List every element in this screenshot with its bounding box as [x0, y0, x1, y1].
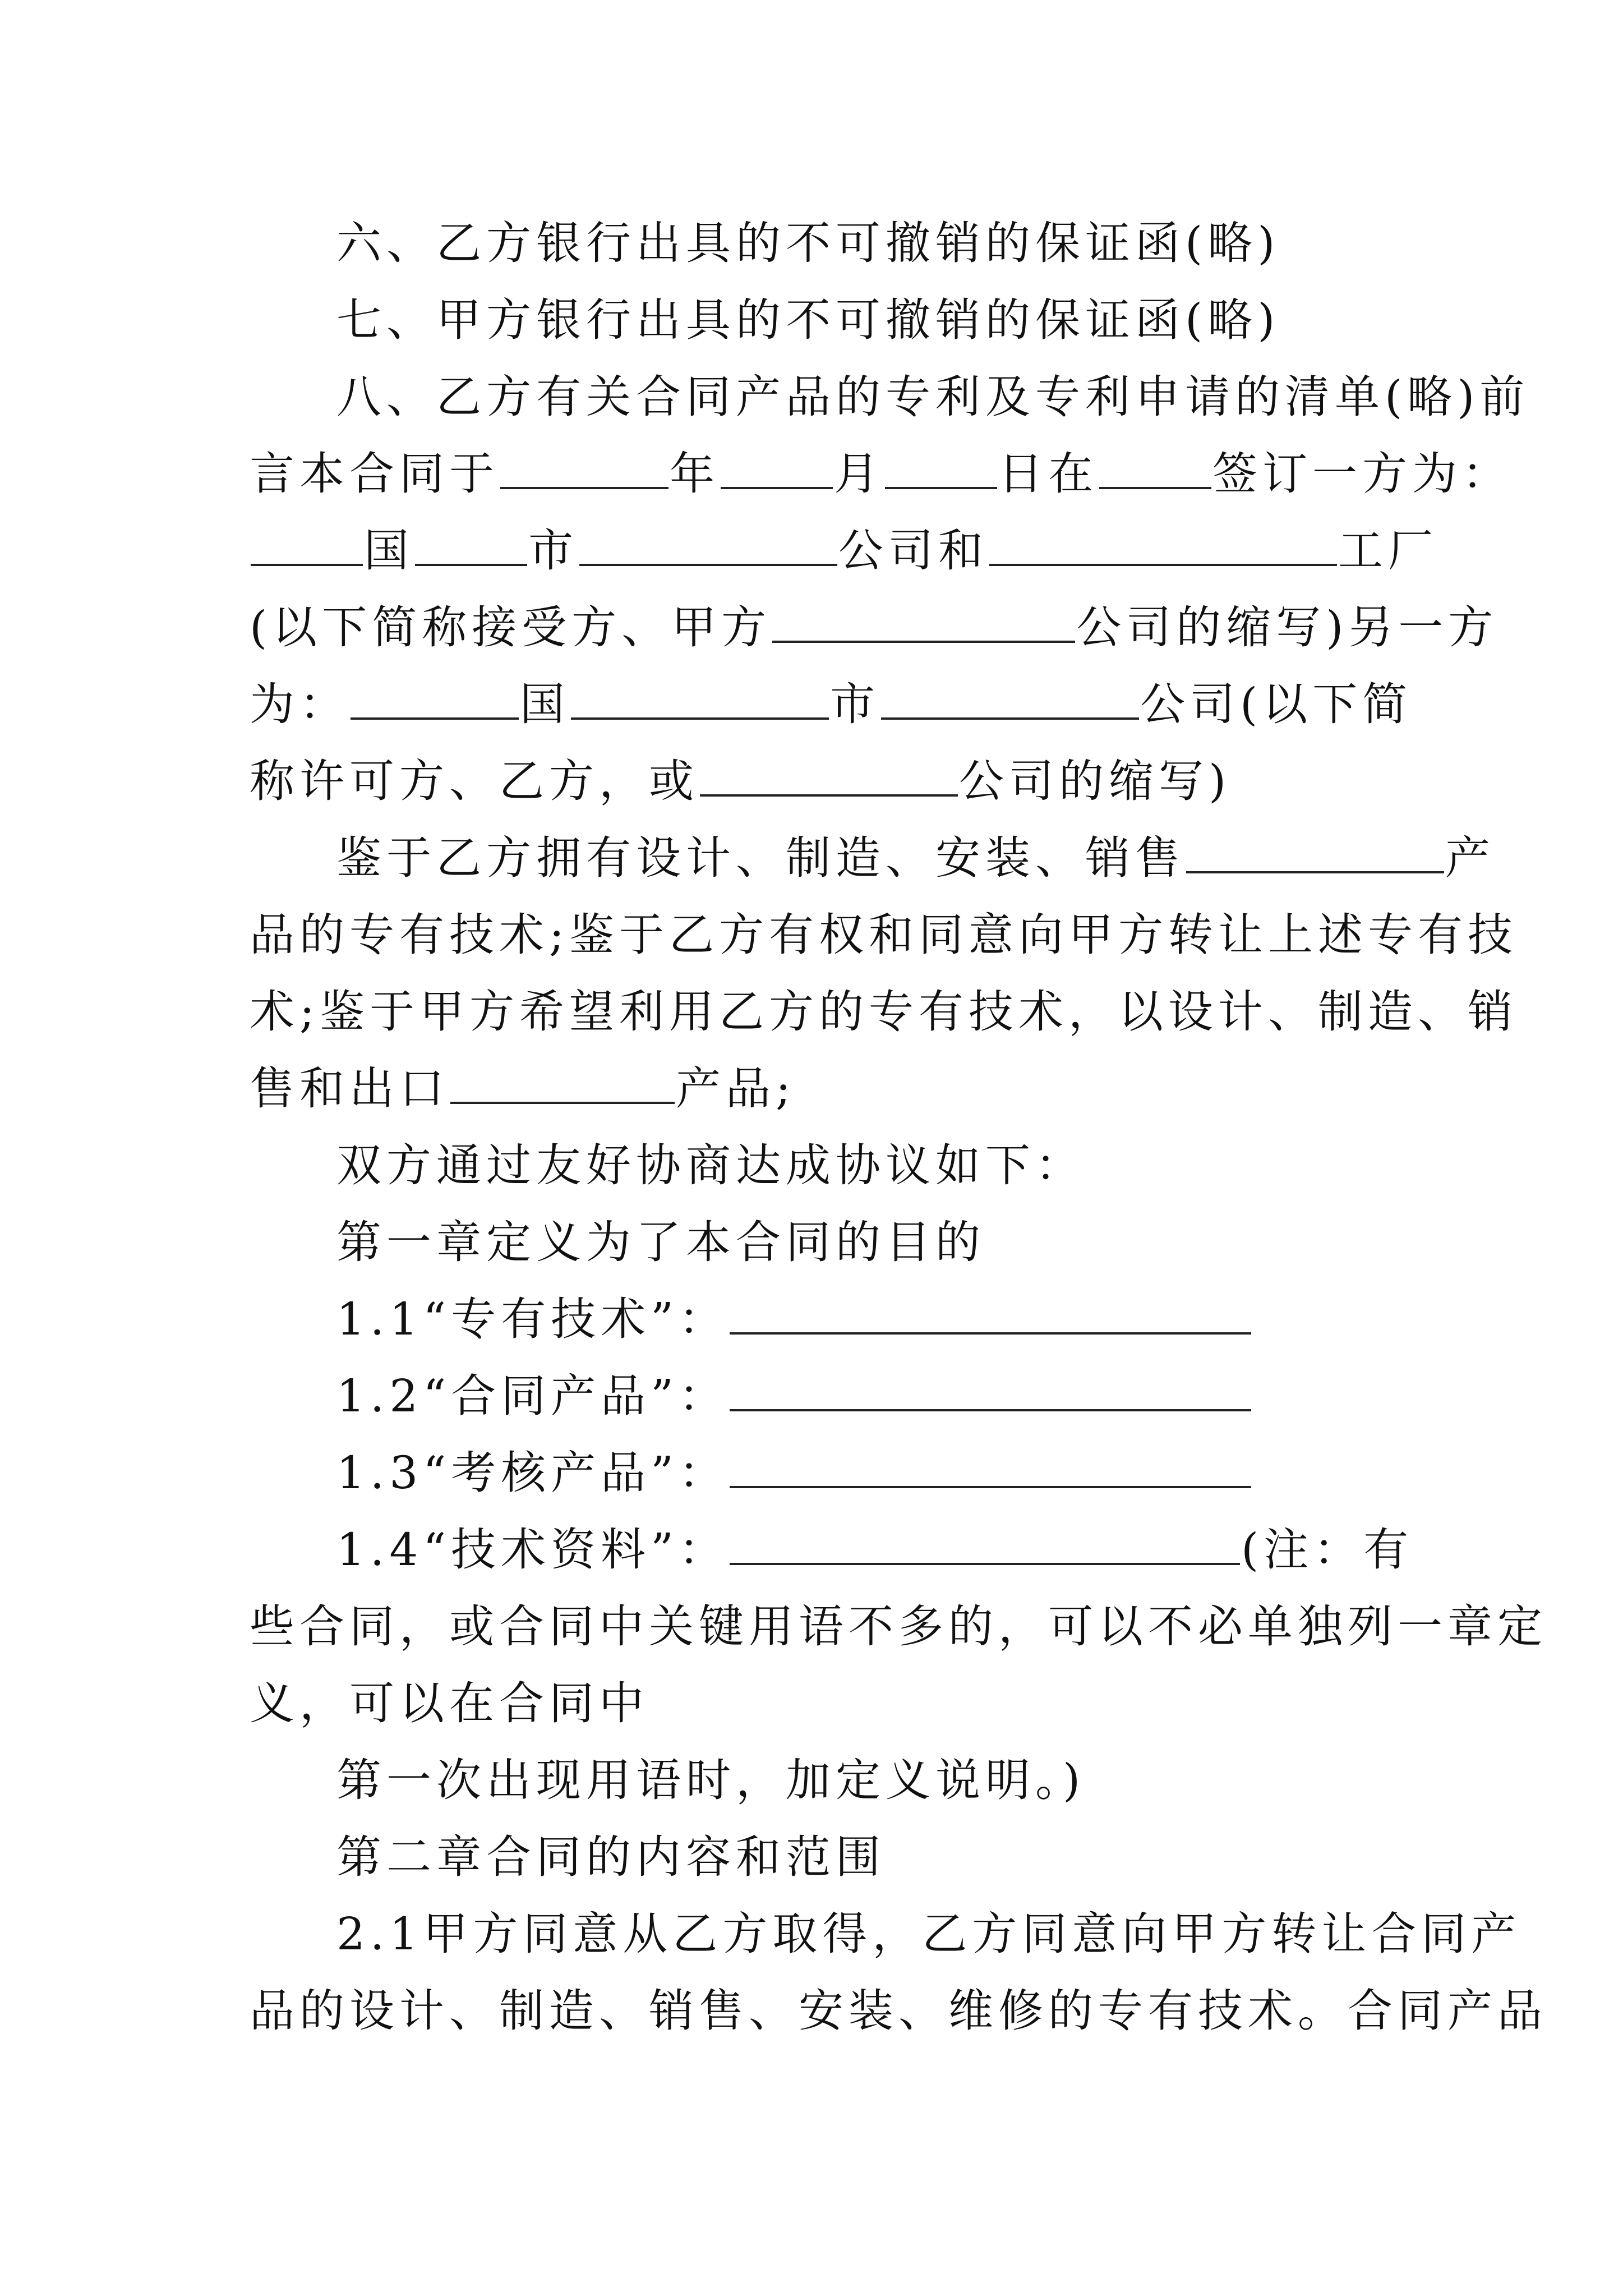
text-segment: 1.3“考核产品”：: [336, 1447, 729, 1499]
blank-city: [571, 678, 829, 720]
recital-line: 术;鉴于甲方希望利用乙方的专有技术，以设计、制造、销: [250, 986, 1518, 1038]
text-segment: (以下简称接受方、甲方: [250, 601, 772, 654]
blank-day: [885, 448, 997, 489]
clause-2-1: 2.1甲方同意从乙方取得，乙方同意向甲方转让合同产: [336, 1908, 1521, 1960]
text-segment: 售和出口: [250, 1062, 449, 1115]
text-segment: 1.1“专有技术”：: [336, 1293, 729, 1345]
blank-definition: [730, 1370, 1251, 1411]
text-segment: 市: [528, 524, 578, 577]
party-a-abbrev-line: [250, 589, 1498, 666]
definition-1-1: [336, 1281, 1377, 1358]
blank-year: [500, 448, 668, 489]
party-a-location-line: [250, 512, 1438, 590]
preamble-date-line: [250, 435, 1512, 513]
text-segment: (注：有: [1241, 1524, 1414, 1576]
blank-company: [881, 678, 1139, 720]
note-line: 义，可以在合同中: [250, 1677, 649, 1729]
chapter-2-heading: 第二章合同的内容和范围: [336, 1831, 886, 1883]
recital-line: 品的专有技术;鉴于乙方有权和同意向甲方转让上述专有技: [250, 909, 1518, 961]
text-segment: 年: [670, 448, 720, 500]
text-segment: 称许可方、乙方，或: [250, 755, 699, 807]
text-segment: 月: [834, 448, 884, 500]
blank-city: [415, 524, 527, 566]
attachment-item-6: 六、乙方银行出具的不可撤销的保证函(略): [336, 217, 1280, 269]
blank-factory: [989, 524, 1337, 566]
text-segment: 为：: [250, 678, 349, 730]
blank-product: [1186, 832, 1444, 873]
definition-1-4: [336, 1511, 1414, 1589]
text-segment: 公司和: [838, 524, 988, 577]
blank-product: [450, 1062, 675, 1104]
text-segment: 签订一方为：: [1212, 448, 1512, 500]
text-segment: 国: [364, 524, 414, 577]
blank-country: [251, 524, 363, 566]
blank-company: [579, 524, 837, 566]
text-segment: 产品;: [676, 1062, 796, 1115]
blank-definition: [730, 1293, 1251, 1335]
text-segment: 国: [520, 678, 570, 730]
text-segment: 工厂: [1338, 524, 1438, 577]
text-segment: 公司的缩写)另一方: [1076, 601, 1498, 654]
party-b-abbrev-line: [250, 743, 1377, 820]
blank-definition: [730, 1524, 1240, 1565]
text-segment: 公司(以下简: [1140, 678, 1413, 730]
text-segment: 鉴于乙方拥有设计、制造、安装、销售: [336, 832, 1185, 884]
chapter-1-heading: 第一章定义为了本合同的目的: [336, 1216, 985, 1268]
text-segment: 日在: [998, 448, 1098, 500]
text-segment: 言本合同于: [250, 448, 499, 500]
blank-company-abbrev: [700, 755, 958, 797]
note-line: 些合同，或合同中关键用语不多的，可以不必单独列一章定: [250, 1600, 1547, 1653]
blank-place: [1099, 448, 1211, 489]
note-line: 第一次出现用语时，加定义说明。): [336, 1754, 1086, 1806]
blank-definition: [730, 1447, 1251, 1488]
agreement-statement: 双方通过友好协商达成协议如下：: [336, 1139, 1085, 1191]
definition-1-2: [336, 1358, 1377, 1435]
text-segment: 产: [1445, 832, 1495, 884]
party-b-location-line: [250, 666, 1413, 743]
attachment-item-8: 八、乙方有关合同产品的专利及专利申请的清单(略)前: [336, 371, 1530, 423]
recital-line: [250, 1050, 1377, 1128]
blank-month: [721, 448, 833, 489]
definition-1-3: [336, 1434, 1377, 1512]
attachment-item-7: 七、甲方银行出具的不可撤销的保证函(略): [336, 294, 1280, 346]
text-segment: 1.4“技术资料”：: [336, 1524, 729, 1576]
blank-company-abbrev: [772, 601, 1075, 643]
text-segment: 1.2“合同产品”：: [336, 1370, 729, 1422]
blank-country: [351, 678, 519, 720]
text-segment: 公司的缩写): [959, 755, 1232, 807]
text-segment: 市: [830, 678, 880, 730]
recital-line: [336, 820, 1495, 897]
clause-2-1: 品的设计、制造、销售、安装、维修的专有技术。合同产品: [250, 1985, 1547, 2037]
